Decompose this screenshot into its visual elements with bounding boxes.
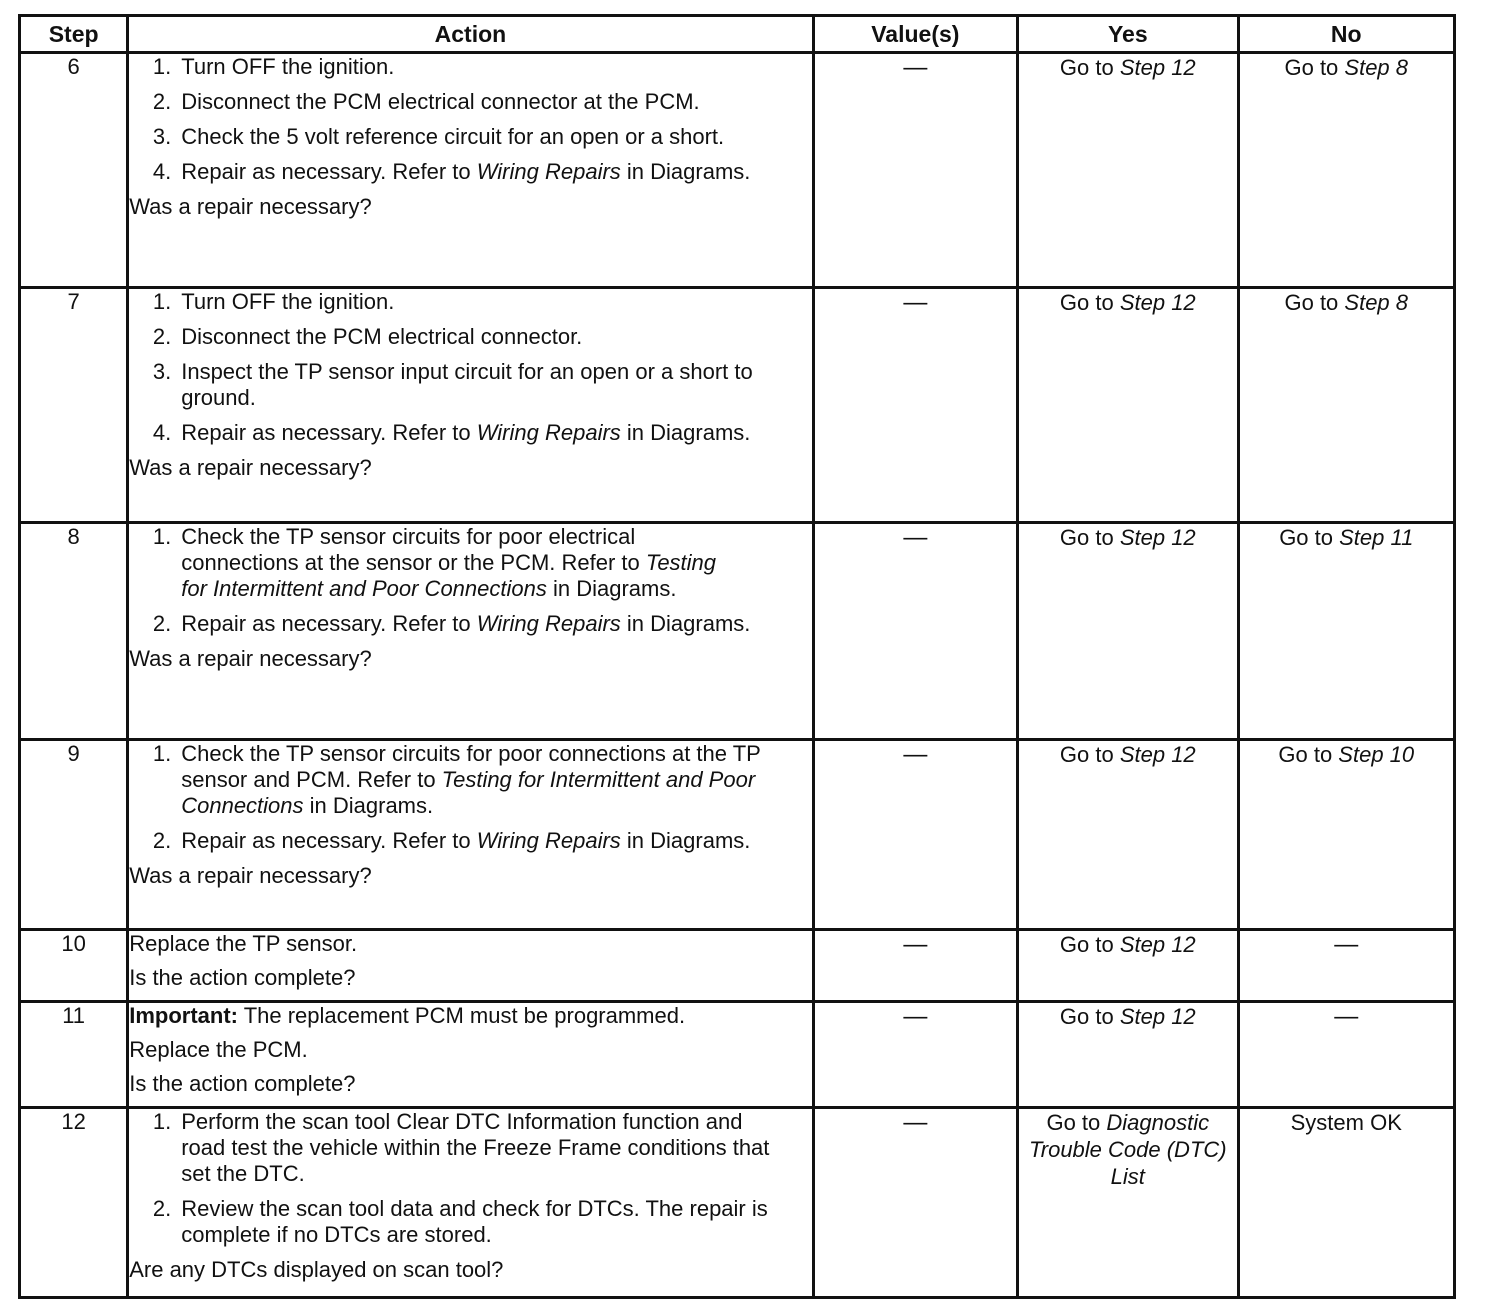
- item-number: 4.: [152, 159, 172, 184]
- item-number: 1.: [152, 289, 172, 314]
- header-step: Step: [20, 16, 128, 53]
- table-row: [20, 930, 1455, 1002]
- yes-step-ref: Step 12: [1119, 932, 1196, 957]
- yes-step-ref: Diagnostic Trouble Code (DTC) List: [1028, 1110, 1227, 1189]
- action-cell: [128, 1108, 813, 1298]
- no-step-ref: Step 8: [1344, 290, 1409, 315]
- item-text: Perform the scan tool Clear DTC Information function and road test the vehicle within the Freeze Frame conditions that set the DTC.: [181, 1109, 770, 1186]
- list-item: [129, 54, 811, 80]
- action-cell: [128, 523, 813, 740]
- header-row: [20, 16, 1455, 53]
- list-item: [129, 289, 811, 315]
- yes-step-ref: Step 12: [1119, 742, 1196, 767]
- list-item: [129, 1196, 811, 1248]
- list-item: [129, 124, 811, 150]
- yes-step-ref: Step 12: [1119, 290, 1196, 315]
- important-label: Important:: [129, 1003, 238, 1028]
- table-row: [20, 1002, 1455, 1108]
- yes-cell: Go to Step 12: [1018, 740, 1238, 930]
- item-text: Repair as necessary. Refer to Wiring Repairs in Diagrams.: [181, 159, 751, 184]
- item-number: 2.: [152, 1196, 172, 1221]
- step-number: 11: [20, 1002, 128, 1108]
- item-number: 1.: [152, 54, 172, 79]
- header-values: Value(s): [813, 16, 1017, 53]
- table-row: [20, 523, 1455, 740]
- header-yes: Yes: [1018, 16, 1238, 53]
- important-note: Important: The replacement PCM must be programmed.: [129, 1003, 686, 1028]
- step-number: 8: [20, 523, 128, 740]
- item-text: Turn OFF the ignition.: [181, 289, 395, 314]
- value-cell: —: [813, 53, 1017, 288]
- list-item: [129, 324, 811, 350]
- no-cell: Go to Step 8: [1238, 53, 1454, 288]
- action-cell: [128, 1002, 813, 1108]
- item-text: Check the TP sensor circuits for poor connections at the TP sensor and PCM. Refer to Testing for Intermittent and Poor Connections in Diagrams.: [181, 741, 761, 818]
- item-text: Disconnect the PCM electrical connector.: [181, 324, 583, 349]
- no-step-ref: Step 11: [1339, 525, 1414, 550]
- value-cell: —: [813, 740, 1017, 930]
- item-number: 4.: [152, 420, 172, 445]
- reference-link-text: Testing for Intermittent and Poor Connections: [181, 767, 756, 818]
- no-step-ref: Step 8: [1344, 55, 1409, 80]
- question-text: Was a repair necessary?: [129, 194, 372, 219]
- item-text: Repair as necessary. Refer to Wiring Repairs in Diagrams.: [181, 828, 751, 853]
- question-text: Is the action complete?: [129, 1071, 356, 1096]
- item-text: Repair as necessary. Refer to Wiring Repairs in Diagrams.: [181, 611, 751, 636]
- value-cell: —: [813, 1002, 1017, 1108]
- item-text: Inspect the TP sensor input circuit for an open or a short to ground.: [181, 359, 753, 410]
- question-text: Is the action complete?: [129, 965, 356, 990]
- item-number: 1.: [152, 524, 172, 549]
- action-cell: [128, 288, 813, 523]
- item-text: Check the 5 volt reference circuit for an open or a short.: [181, 124, 725, 149]
- item-number: 1.: [152, 741, 172, 766]
- table-row: [20, 53, 1455, 288]
- action-line: Replace the TP sensor.: [129, 931, 358, 956]
- list-item: [129, 524, 811, 602]
- yes-cell: Go to Step 12: [1018, 1002, 1238, 1108]
- table-row: [20, 288, 1455, 523]
- step-number: 9: [20, 740, 128, 930]
- yes-cell: Go to Step 12: [1018, 523, 1238, 740]
- question-text: Was a repair necessary?: [129, 646, 372, 671]
- step-number: 12: [20, 1108, 128, 1298]
- reference-link-text: Wiring Repairs: [476, 159, 621, 184]
- item-text: Turn OFF the ignition.: [181, 54, 395, 79]
- list-item: [129, 89, 811, 115]
- item-number: 1.: [152, 1109, 172, 1134]
- item-number: 2.: [152, 611, 172, 636]
- table-row: [20, 740, 1455, 930]
- no-cell: Go to Step 10: [1238, 740, 1454, 930]
- reference-link-text: Testing for Intermittent and Poor Connections: [181, 550, 717, 601]
- item-text: Review the scan tool data and check for DTCs. The repair is complete if no DTCs are stored.: [181, 1196, 768, 1247]
- list-item: [129, 420, 811, 446]
- value-cell: —: [813, 523, 1017, 740]
- list-item: [129, 611, 811, 637]
- item-text: Repair as necessary. Refer to Wiring Repairs in Diagrams.: [181, 420, 751, 445]
- list-item: [129, 159, 811, 185]
- action-list: [129, 1109, 811, 1248]
- value-cell: —: [813, 1108, 1017, 1298]
- action-list: [129, 741, 811, 854]
- step-number: 7: [20, 288, 128, 523]
- step-number: 6: [20, 53, 128, 288]
- list-item: [129, 828, 811, 854]
- yes-cell: Go to Step 12: [1018, 288, 1238, 523]
- reference-link-text: Wiring Repairs: [476, 420, 621, 445]
- item-number: 2.: [152, 89, 172, 114]
- step-number: 10: [20, 930, 128, 1002]
- no-step-ref: Step 10: [1338, 742, 1415, 767]
- no-cell: Go to Step 8: [1238, 288, 1454, 523]
- yes-cell: Go to Step 12: [1018, 53, 1238, 288]
- diagnostic-table: [18, 14, 1456, 1299]
- yes-step-ref: Step 12: [1119, 55, 1196, 80]
- reference-link-text: Wiring Repairs: [476, 828, 621, 853]
- action-line: Replace the PCM.: [129, 1037, 308, 1062]
- item-number: 2.: [152, 324, 172, 349]
- reference-link-text: Wiring Repairs: [476, 611, 621, 636]
- value-cell: —: [813, 288, 1017, 523]
- list-item: [129, 1109, 811, 1187]
- no-cell: Go to Step 11: [1238, 523, 1454, 740]
- action-cell: [128, 53, 813, 288]
- action-list: [129, 54, 811, 185]
- action-cell: [128, 930, 813, 1002]
- list-item: [129, 741, 811, 819]
- value-cell: —: [813, 930, 1017, 1002]
- yes-cell: Go to Step 12: [1018, 930, 1238, 1002]
- item-number: 3.: [152, 124, 172, 149]
- question-text: Are any DTCs displayed on scan tool?: [129, 1257, 504, 1282]
- question-text: Was a repair necessary?: [129, 455, 372, 480]
- action-list: [129, 524, 811, 637]
- yes-cell: Go to Diagnostic Trouble Code (DTC) List: [1018, 1108, 1238, 1298]
- item-text: Disconnect the PCM electrical connector at the PCM.: [181, 89, 700, 114]
- no-cell: —: [1238, 1002, 1454, 1108]
- item-number: 3.: [152, 359, 172, 384]
- question-text: Was a repair necessary?: [129, 863, 372, 888]
- no-cell: —: [1238, 930, 1454, 1002]
- action-list: [129, 289, 811, 446]
- list-item: [129, 359, 811, 411]
- item-number: 2.: [152, 828, 172, 853]
- action-cell: [128, 740, 813, 930]
- yes-step-ref: Step 12: [1119, 525, 1196, 550]
- header-action: Action: [128, 16, 813, 53]
- item-text: Check the TP sensor circuits for poor electrical connections at the sensor or the PCM. Refer to Testing for Intermittent and Poor Connections in Diagrams.: [181, 524, 717, 601]
- table-row: [20, 1108, 1455, 1298]
- no-cell: System OK: [1238, 1108, 1454, 1298]
- yes-step-ref: Step 12: [1119, 1004, 1196, 1029]
- header-no: No: [1238, 16, 1454, 53]
